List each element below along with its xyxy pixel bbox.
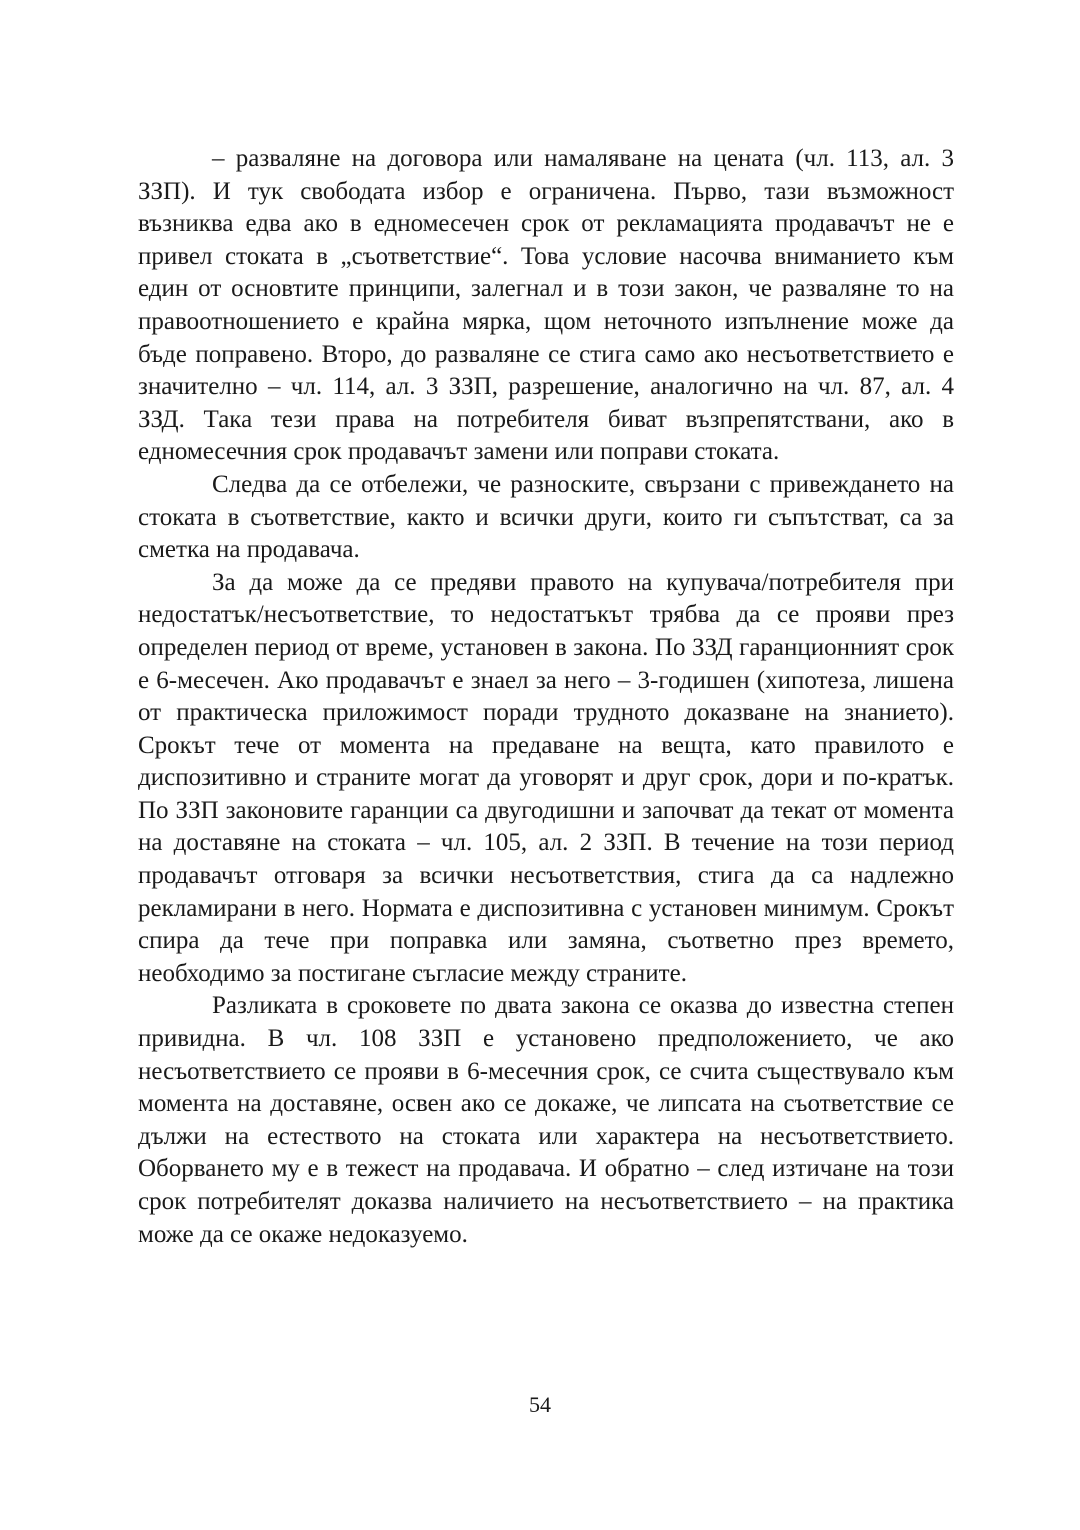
page-number: 54 xyxy=(529,1392,551,1417)
body-text xyxy=(138,143,954,1251)
paragraph-2: Следва да се отбележи, че разноските, свързани с привеждането на стоката в съответствие, както и всички други, които ги съпътстват, са за сметка на продавача. xyxy=(138,470,954,564)
paragraph-3: За да може да се предяви правото на купувача/потребителя при недостатък/несъответствие, то недостатъкът трябва да се прояви през определен период от време, установен в закона. По ЗЗД гаранционният срок е 6-месечен. Ако продавачът е знаел за него – 3-годишен (хипотеза, лишена от практическа приложимост поради трудното доказване на знанието). Срокът тече от момента на предаване на вещта, като правилото е диспозитивно и страните могат да уговорят и друг срок, дори и по-кратък. По ЗЗП законовите гаранции са двугодишни и започват да текат от момента на доставяне на стоката – чл. 105, ал. 2 ЗЗП. В течение на този период продавачът отговаря за всички несъответствия, стига да са надлежно рекламирани в него. Нормата е диспозитивна с установен минимум. Срокът спира да тече при поправка или замяна, съответно през времето, необходимо за постигане съгласие между страните. xyxy=(138,568,954,987)
paragraph-4: Разликата в сроковете по двата закона се оказва до известна степен привидна. В чл. 108 ЗЗП е установено предположението, че ако несъответствието се прояви в 6-месечния срок, се счита съществувало към момента на доставяне, освен ако се докаже, че липсата на съответствие се дължи на естеството на стоката или характера на несъответствието. Оборването му е в тежест на продавача. И обратно – след изтичане на този срок потребителят доказва наличието на несъответствието – на практика може да се окаже недоказуемо. xyxy=(138,992,954,1248)
paragraph-1: – разваляне на договора или намаляване на цената (чл. 113, ал. 3 ЗЗП). И тук свободата избор е ограничена. Първо, тази възможност възниква едва ако в едномесечен срок от рекламацията продавачът не е привел стоката в „съответствие“. Това условие насочва вниманието към един от основтите принципи, залегнал и в този закон, че разваляне то на правоотношението е крайна мярка, щом неточното изпълнение може да бъде поправено. Второ, до разваляне се стига само ако несъответствието е значително – чл. 114, ал. 3 ЗЗП, разрешение, аналогично на чл. 87, ал. 4 ЗЗД. Така тези права на потребителя биват възпрепятствани, ако в едномесечния срок продавачът замени или поправи стоката. xyxy=(138,145,954,466)
